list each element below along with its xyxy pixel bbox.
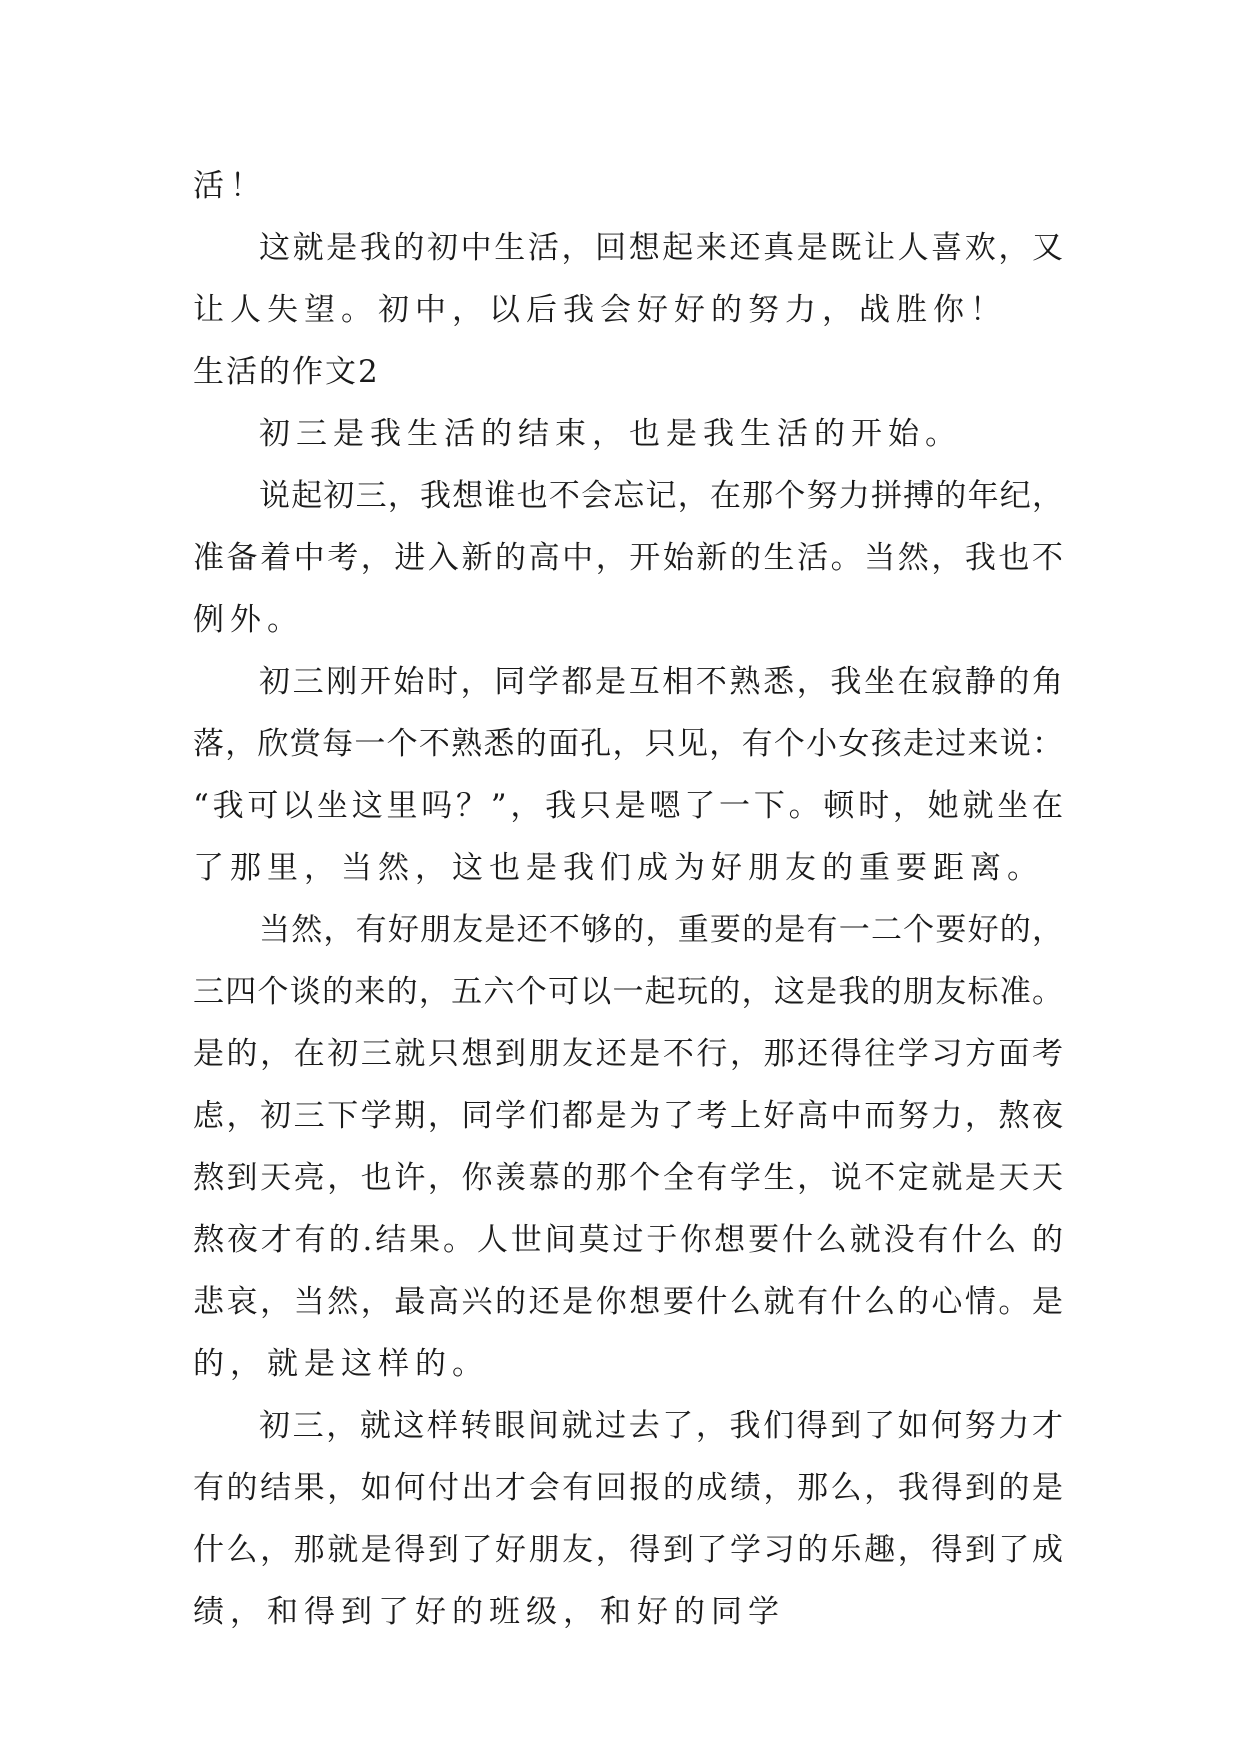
text-line: 熬到天亮，也许，你羡慕的那个全有学生，说不定就是天天 bbox=[193, 1160, 1063, 1196]
text-line: 当然，有好朋友是还不够的，重要的是有一二个要好的， bbox=[259, 912, 1063, 948]
text-line: 初三是我生活的结束，也是我生活的开始。 bbox=[259, 416, 962, 452]
text-line: 了那里，当然，这也是我们成为好朋友的重要距离。 bbox=[193, 850, 1044, 886]
text-line: 准备着中考，进入新的高中，开始新的生活。当然，我也不 bbox=[193, 540, 1063, 576]
text-line: 的，就是这样的。 bbox=[193, 1346, 489, 1382]
section-heading: 生活的作文2 bbox=[193, 354, 380, 390]
text-line: 让人失望。初中，以后我会好好的努力，战胜你！ bbox=[193, 292, 1007, 328]
text-line: 虑，初三下学期，同学们都是为了考上好高中而努力，熬夜 bbox=[193, 1098, 1063, 1134]
text-line: 熬夜才有的.结果。人世间莫过于你想要什么就没有什么 的 bbox=[193, 1222, 1063, 1258]
text-line: 是的，在初三就只想到朋友还是不行，那还得往学习方面考 bbox=[193, 1036, 1063, 1072]
text-line: 三四个谈的来的，五六个可以一起玩的，这是我的朋友标准。 bbox=[193, 974, 1063, 1010]
text-line: 悲哀，当然，最高兴的还是你想要什么就有什么的心情。是 bbox=[193, 1284, 1063, 1320]
text-line: 落，欣赏每一个不熟悉的面孔，只见，有个小女孩走过来说： bbox=[193, 726, 1063, 762]
document-page bbox=[193, 155, 1063, 1643]
text-line: 什么，那就是得到了好朋友，得到了学习的乐趣，得到了成 bbox=[193, 1532, 1063, 1568]
text-line: 活！ bbox=[193, 168, 267, 204]
text-line: 例外。 bbox=[193, 602, 304, 638]
text-line: 有的结果，如何付出才会有回报的成绩，那么，我得到的是 bbox=[193, 1470, 1063, 1506]
text-line: 初三刚开始时，同学都是互相不熟悉，我坐在寂静的角 bbox=[259, 664, 1063, 700]
text-line: 这就是我的初中生活，回想起来还真是既让人喜欢，又 bbox=[259, 230, 1063, 266]
text-line: 说起初三，我想谁也不会忘记，在那个努力拼搏的年纪， bbox=[259, 478, 1063, 514]
text-line: 初三，就这样转眼间就过去了，我们得到了如何努力才 bbox=[259, 1408, 1063, 1444]
text-line: 绩，和得到了好的班级，和好的同学 bbox=[193, 1594, 785, 1630]
text-line: “我可以坐这里吗？”，我只是嗯了一下。顿时，她就坐在 bbox=[193, 788, 1063, 824]
